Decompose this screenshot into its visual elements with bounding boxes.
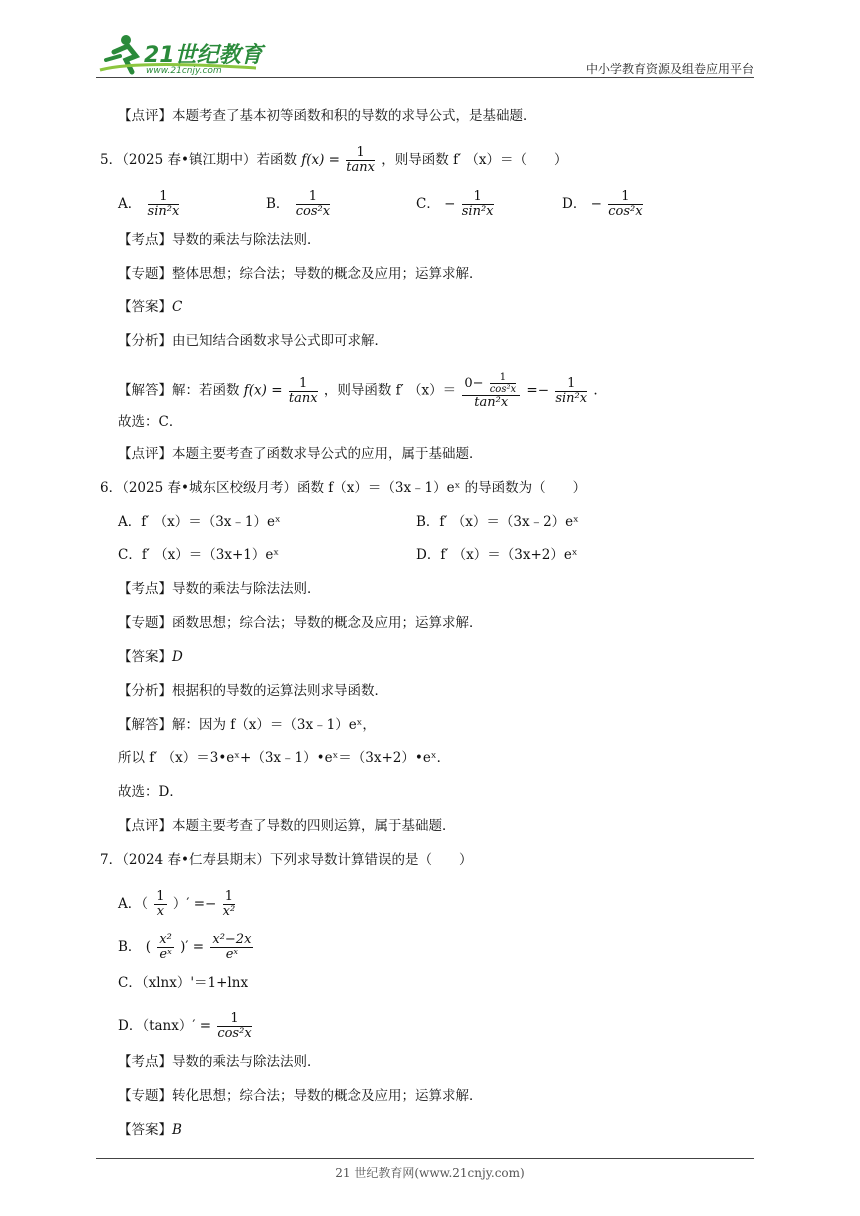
- q5-option-c-den: sin²x: [461, 204, 494, 219]
- q5-option-b-den: cos²x: [295, 204, 331, 219]
- q7-option-d-num: 1: [217, 1012, 251, 1027]
- q5-jieda-result-fraction: [555, 377, 587, 406]
- q5-stem-num: 1: [346, 146, 375, 161]
- q5-jieda-num: 1: [289, 377, 318, 392]
- q5-jieda-eq: =−: [526, 382, 550, 399]
- q4-review: 【点评】本题考查了基本初等函数和积的导数的求导公式，是基础题．: [118, 108, 537, 124]
- q7-option-b-den: eˣ: [159, 947, 172, 962]
- q5-jieda-big-fraction: [462, 372, 520, 410]
- q7-option-d-label: D．（tanx）′ =: [118, 1018, 212, 1034]
- q7-option-d-den: cos²x: [217, 1026, 252, 1041]
- q5-option-b-fraction: [296, 190, 330, 219]
- q6-jieda-2: 所以 f′ （x）＝3•eˣ+（3x﹣1）•eˣ＝（3x+2）•eˣ．: [118, 750, 451, 766]
- q5-option-a[interactable]: [118, 190, 181, 219]
- q5-answer: [118, 297, 182, 317]
- q7-option-a-num: 1: [156, 889, 165, 904]
- q5-stem-den: tanx: [346, 160, 375, 175]
- footer-divider: [96, 1158, 754, 1159]
- q6-answer-label: 【答案】: [118, 649, 172, 665]
- header-platform-name: 中小学教育资源及组卷应用平台: [585, 62, 754, 76]
- q5-option-a-den: sin²x: [147, 204, 180, 219]
- q7-option-a-result: [223, 890, 236, 919]
- q5-jieda-mid: ，则导函数 f′ （x）＝: [323, 382, 457, 399]
- q5-answer-value: C: [172, 299, 183, 315]
- q7-option-b-result: [210, 933, 253, 962]
- q7-option-b-rnum: x²−2x: [212, 932, 252, 947]
- q7-option-b-rden: eˣ: [225, 947, 239, 962]
- q5-option-b-label: B．: [266, 196, 290, 212]
- logo-url: www.21cnjy.com: [146, 66, 222, 76]
- q5-option-a-label: A．: [118, 196, 142, 212]
- q6-jieda-1: 【解答】解：因为 f（x）＝（3x﹣1）eˣ，: [118, 717, 376, 733]
- q5-option-a-fraction: [148, 190, 180, 219]
- q5-stem: [100, 146, 568, 175]
- q7-option-a-label: A．（: [118, 896, 148, 912]
- q6-option-a[interactable]: A．f′ （x）＝（3x﹣1）eˣ: [118, 514, 281, 530]
- q6-answer-value: D: [172, 649, 183, 665]
- q5-jieda-pre: 【解答】解：若函数: [118, 382, 240, 399]
- q7-option-a-den: x: [156, 904, 165, 919]
- q5-option-b-num: 1: [296, 190, 330, 205]
- q5-jieda-big-num-pre: 0−: [464, 376, 484, 391]
- q5-option-d-sign: −: [590, 196, 602, 212]
- logo-title: 21世纪教育: [144, 43, 263, 68]
- q5-jieda-end: .: [593, 382, 598, 399]
- q7-option-b-rparen: )′ =: [180, 939, 205, 955]
- q5-answer-label: 【答案】: [118, 299, 172, 315]
- q5-fenxi: 【分析】由已知结合函数求导公式即可求解．: [118, 333, 388, 349]
- q7-option-b[interactable]: [118, 933, 255, 962]
- q7-zhuanti: 【专题】转化思想；综合法；导数的概念及应用；运算求解．: [118, 1088, 483, 1104]
- q5-jieda-big-den: tan²x: [474, 395, 509, 410]
- q7-option-b-num: x²: [159, 932, 172, 947]
- q5-jieda-den: tanx: [288, 390, 318, 406]
- q5-jieda-small-den: cos²x: [489, 384, 517, 395]
- q5-jieda-big-num: [462, 372, 520, 396]
- q5-kaodian: 【考点】导数的乘法与除法法则．: [118, 232, 321, 248]
- q7-option-b-label: B．: [118, 939, 142, 955]
- q5-stem-pre: 5．（2025 春•镇江期中）若函数: [100, 152, 297, 168]
- q7-answer-label: 【答案】: [118, 1122, 172, 1138]
- q5-option-d-den: cos²x: [608, 204, 643, 219]
- q6-option-b[interactable]: B．f′ （x）＝（3x﹣2）eˣ: [416, 514, 579, 530]
- q5-option-c-label: C．: [416, 196, 440, 212]
- q5-jieda-f: f(x) =: [243, 382, 283, 399]
- q7-kaodian: 【考点】导数的乘法与除法法则．: [118, 1054, 321, 1070]
- q5-option-d-label: D．: [562, 196, 587, 212]
- footer-link[interactable]: 21 世纪教育网(www.21cnjy.com): [335, 1166, 525, 1180]
- q5-option-d-num: 1: [608, 190, 642, 205]
- q6-kaodian: 【考点】导数的乘法与除法法则．: [118, 581, 321, 597]
- header-divider: [96, 77, 754, 78]
- q5-jieda-fraction: [289, 377, 318, 406]
- q7-option-a-rden: x²: [222, 904, 236, 919]
- q5-zhuanti: 【专题】整体思想；综合法；导数的概念及应用；运算求解．: [118, 266, 483, 282]
- q7-option-a-mid: ）′ =−: [172, 896, 217, 912]
- q7-option-c[interactable]: C．（xlnx）'＝1+lnx: [118, 975, 249, 991]
- q7-answer: [118, 1120, 182, 1140]
- q7-answer-value: B: [172, 1122, 182, 1138]
- q5-option-d[interactable]: [562, 190, 645, 219]
- q6-option-d[interactable]: D．f′ （x）＝（3x+2）eˣ: [416, 547, 578, 563]
- q5-stem-post: ，则导函数 f′ （x）＝（ ）: [381, 152, 568, 168]
- q6-stem: 6．（2025 春•城东区校级月考）函数 f（x）＝（3x﹣1）eˣ 的导函数为（ ）: [100, 480, 587, 496]
- q5-jieda-small-fraction: [490, 372, 516, 395]
- q5-stem-f: f(x) =: [301, 152, 340, 168]
- q7-option-b-fraction: [157, 933, 174, 962]
- q5-option-d-fraction: [608, 190, 642, 219]
- q5-jieda-small-num: 1: [490, 372, 516, 384]
- q7-option-a[interactable]: [118, 890, 237, 919]
- q6-option-c[interactable]: C．f′ （x）＝（3x+1）eˣ: [118, 547, 280, 563]
- q5-stem-fraction: [346, 146, 375, 175]
- q5-option-c[interactable]: [416, 190, 496, 219]
- q7-option-b-lparen: (: [145, 939, 151, 955]
- q6-fenxi: 【分析】根据积的导数的运算法则求导函数．: [118, 683, 388, 699]
- q6-zhuanti: 【专题】函数思想；综合法；导数的概念及应用；运算求解．: [118, 615, 483, 631]
- q5-jieda-res-num: 1: [555, 377, 587, 392]
- q5-option-a-num: 1: [148, 190, 180, 205]
- q7-option-a-fraction: [154, 890, 166, 919]
- q5-option-c-sign: −: [444, 196, 456, 212]
- q5-jieda: [118, 372, 598, 410]
- q6-review: 【点评】本题主要考查了导数的四则运算，属于基础题．: [118, 818, 456, 834]
- q6-answer: [118, 647, 183, 667]
- q7-option-d-fraction: [217, 1012, 251, 1041]
- q7-option-a-rnum: 1: [223, 890, 236, 905]
- q5-option-b[interactable]: [266, 190, 332, 219]
- q5-review: 【点评】本题主要考查了函数求导公式的应用，属于基础题．: [118, 446, 483, 462]
- q5-option-c-num: 1: [462, 190, 494, 205]
- q5-option-c-fraction: [462, 190, 494, 219]
- q5-jieda-res-den: sin²x: [555, 390, 588, 406]
- q5-guxuan: 故选：C．: [118, 414, 183, 430]
- site-logo[interactable]: [96, 30, 266, 80]
- q7-option-d[interactable]: [118, 1012, 254, 1041]
- q7-stem: 7．（2024 春•仁寿县期末）下列求导数计算错误的是（ ）: [100, 852, 473, 868]
- q6-guxuan: 故选：D．: [118, 784, 183, 800]
